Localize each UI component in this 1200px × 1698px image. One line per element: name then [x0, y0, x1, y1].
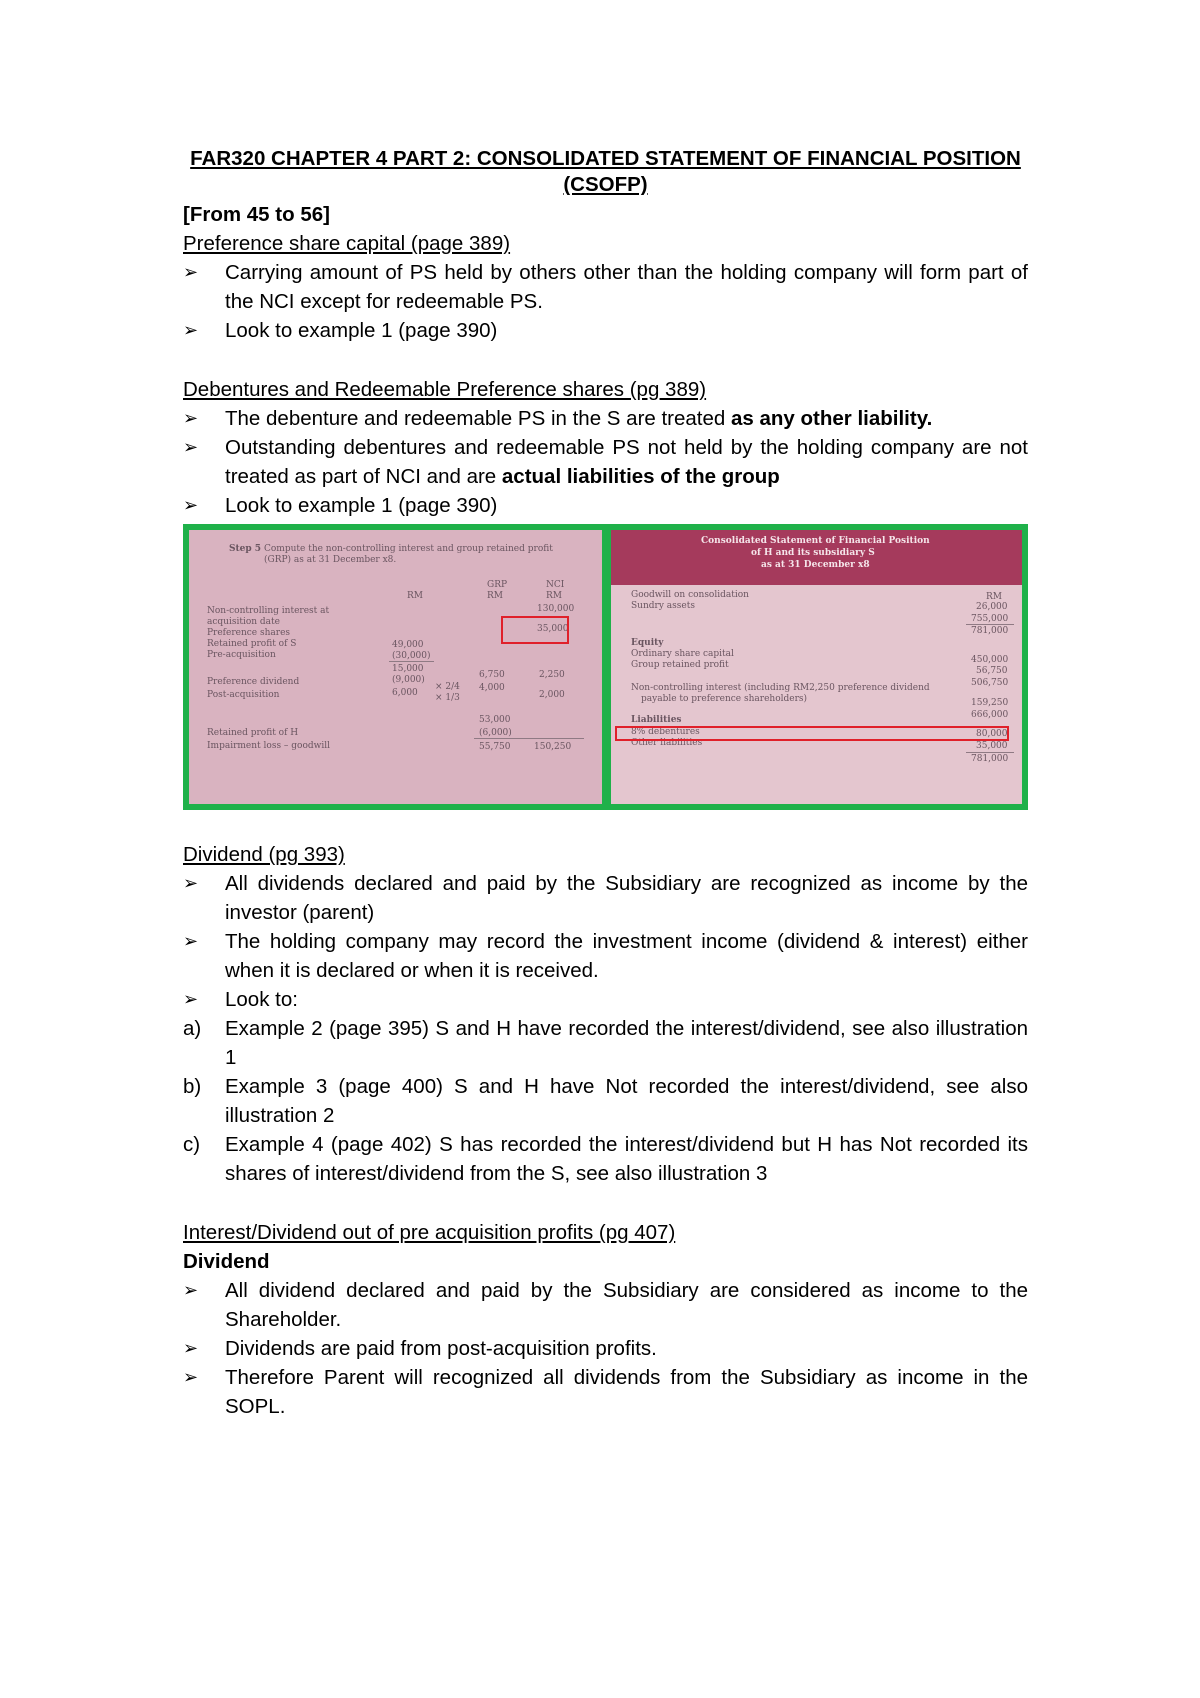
arrow-bullet-icon: ➢ [183, 408, 199, 429]
list-item: ➢ Therefore Parent will recognized all dividends from the Subsidiary as income in the SOPL. [183, 1363, 1028, 1421]
arrow-bullet-icon: ➢ [183, 1280, 199, 1301]
section-heading-preference-share-capital: Preference share capital (page 389) [183, 232, 511, 255]
subheading-dividend: Dividend [183, 1250, 270, 1273]
list-item: ➢ Look to: [183, 985, 1028, 1014]
document-title-line1: FAR320 CHAPTER 4 PART 2: CONSOLIDATED STATEMENT OF FINANCIAL POSITION [190, 147, 1021, 170]
arrow-bullet-icon: ➢ [183, 437, 199, 458]
list-item: a) Example 2 (page 395) S and H have recorded the interest/dividend, see also illustration 1 [183, 1017, 1028, 1069]
list-item: ➢ Carrying amount of PS held by others other than the holding company will form part of the NCI except for redeemable PS. [183, 258, 1028, 316]
section-heading-pre-acquisition: Interest/Dividend out of pre acquisition profits (pg 407) [183, 1221, 676, 1244]
highlight-box-preference-shares [501, 616, 569, 644]
example-figure [183, 524, 1028, 810]
arrow-bullet-icon: ➢ [183, 1338, 199, 1359]
list-item: ➢ Look to example 1 (page 390) [183, 491, 1028, 520]
arrow-bullet-icon: ➢ [183, 262, 199, 283]
document-title-line2: (CSOFP) [563, 173, 648, 196]
section-heading-dividend: Dividend (pg 393) [183, 843, 345, 866]
list-item: ➢ All dividends declared and paid by the Subsidiary are recognized as income by the investor (parent) [183, 869, 1028, 927]
highlight-box-debentures [615, 726, 1009, 741]
document-page [183, 146, 1028, 1421]
list-item: c) Example 4 (page 402) S has recorded the interest/dividend but H has Not recorded its shares of interest/dividend from the S, see also illustration 3 [183, 1133, 1028, 1185]
section-heading-debentures: Debentures and Redeemable Preference shares (pg 389) [183, 378, 707, 401]
list-item: b) Example 3 (page 400) S and H have Not recorded the interest/dividend, see also illustration 2 [183, 1075, 1028, 1127]
arrow-bullet-icon: ➢ [183, 931, 199, 952]
list-item: ➢ The holding company may record the investment income (dividend & interest) either when it is declared or when it is received. [183, 927, 1028, 985]
textbook-photo-step5: Step 5 Compute the non-controlling interest and group retained profit (GRP) as at 31 December x8. GRP NCI RM RM RM Non-controlling interest at acquisition date 130,000 Preference shares 35,000 Retained profit of S Pre-acquisition 49,000 (30,000) 15,000 Preference dividend (9,000) Post-acquisition 6,000 × 2/4 × 1/3 6,750 4,000 2,250 2,000 53,000 Retained profit of H (6,000) Impairment loss – goodwill 55,750 150,250 [189, 530, 602, 804]
list-item: ➢ Outstanding debentures and redeemable PS not held by the holding company are not treated as part of NCI and are actual liabilities of the group [183, 433, 1028, 491]
page-range: [From 45 to 56] [183, 203, 330, 226]
arrow-bullet-icon: ➢ [183, 873, 199, 894]
arrow-bullet-icon: ➢ [183, 495, 199, 516]
arrow-bullet-icon: ➢ [183, 1367, 199, 1388]
list-item: ➢ Dividends are paid from post-acquisition profits. [183, 1334, 1028, 1363]
list-item: ➢ The debenture and redeemable PS in the S are treated as any other liability. [183, 404, 1028, 433]
arrow-bullet-icon: ➢ [183, 320, 199, 341]
list-item: ➢ All dividend declared and paid by the Subsidiary are considered as income to the Shareholder. [183, 1276, 1028, 1334]
textbook-photo-csofp: Consolidated Statement of Financial Position of H and its subsidiary S as at 31 December x8 RM Goodwill on consolidation Sundry assets 26,000 755,000 781,000 Equity Ordinary share capital Group retained profit 450,000 56,750 506,750 Non-controlling interest (including RM2,250 preference dividend payable to preference shareholders) 159,250 666,000 Liabilities 8% debentures 80,000 Other liabilities 35,000 781,000 [611, 530, 1022, 804]
list-item: ➢ Look to example 1 (page 390) [183, 316, 1028, 345]
arrow-bullet-icon: ➢ [183, 989, 199, 1010]
